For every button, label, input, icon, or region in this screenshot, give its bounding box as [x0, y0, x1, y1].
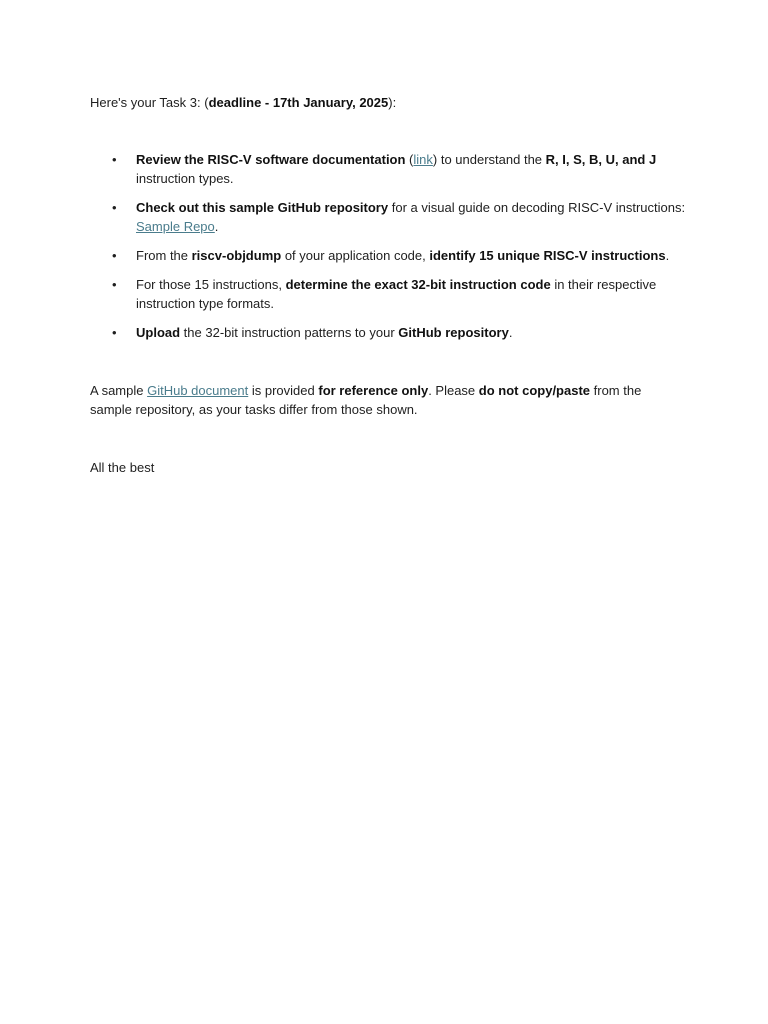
- bullet-icon: •: [112, 152, 117, 167]
- task-2-text-a: for a visual guide on decoding RISC-V instructions:: [388, 200, 686, 215]
- note-text-d: from the sample repository, as your tasks differ from those shown.: [90, 383, 642, 417]
- reference-only-bold: for reference only: [318, 383, 429, 398]
- bullet-icon: •: [112, 248, 117, 263]
- task-1-text-c: instruction types.: [136, 171, 234, 186]
- task-3-text-a: From the: [136, 248, 192, 263]
- note-text-c: . Please: [428, 383, 479, 398]
- sample-repo-link[interactable]: Sample Repo: [136, 219, 215, 234]
- documentation-link[interactable]: link: [413, 152, 433, 167]
- task-item-upload: [90, 323, 690, 342]
- reference-note: [90, 381, 680, 419]
- bullet-icon: •: [112, 325, 117, 340]
- task-item-identify-instructions: [90, 246, 690, 265]
- task-3-bold: identify 15 unique RISC-V instructions: [429, 248, 666, 263]
- task-4-text-a: For those 15 instructions,: [136, 277, 286, 292]
- task-3-text-c: .: [665, 248, 670, 263]
- task-list: [90, 150, 690, 352]
- task-1-bold: Review the RISC-V software documentation: [136, 152, 406, 167]
- task-5-text-a: the 32-bit instruction patterns to your: [180, 325, 399, 340]
- intro-suffix: ):: [388, 95, 397, 110]
- intro-prefix: Here's your Task 3: (: [90, 95, 209, 110]
- intro-line: [90, 93, 690, 112]
- task-item-review-docs: [90, 150, 690, 188]
- task-4-text-b: in their respective instruction type formats.: [136, 277, 657, 311]
- task-2-bold: Check out this sample GitHub repository: [136, 200, 389, 215]
- task-3-text-b: of your application code,: [281, 248, 430, 263]
- task-4-bold: determine the exact 32-bit instruction code: [285, 277, 551, 292]
- task-1-text-b: ) to understand the: [432, 152, 546, 167]
- do-not-copy-bold: do not copy/paste: [478, 383, 591, 398]
- closing-line: All the best: [90, 460, 155, 475]
- task-1-text-a: (: [405, 152, 414, 167]
- instruction-types-bold: R, I, S, B, U, and J: [545, 152, 657, 167]
- upload-bold: Upload: [136, 325, 181, 340]
- bullet-icon: •: [112, 277, 117, 292]
- github-document-link[interactable]: GitHub document: [147, 383, 249, 398]
- deadline-text: deadline - 17th January, 2025: [208, 95, 389, 110]
- note-text-a: A sample: [90, 383, 148, 398]
- objdump-bold: riscv-objdump: [191, 248, 282, 263]
- bullet-icon: •: [112, 200, 117, 215]
- github-repository-bold: GitHub repository: [398, 325, 509, 340]
- task-5-text-b: .: [508, 325, 513, 340]
- task-2-text-b: .: [214, 219, 219, 234]
- task-item-determine-code: [90, 275, 690, 313]
- note-text-b: is provided: [248, 383, 319, 398]
- task-item-sample-repo: [90, 198, 690, 236]
